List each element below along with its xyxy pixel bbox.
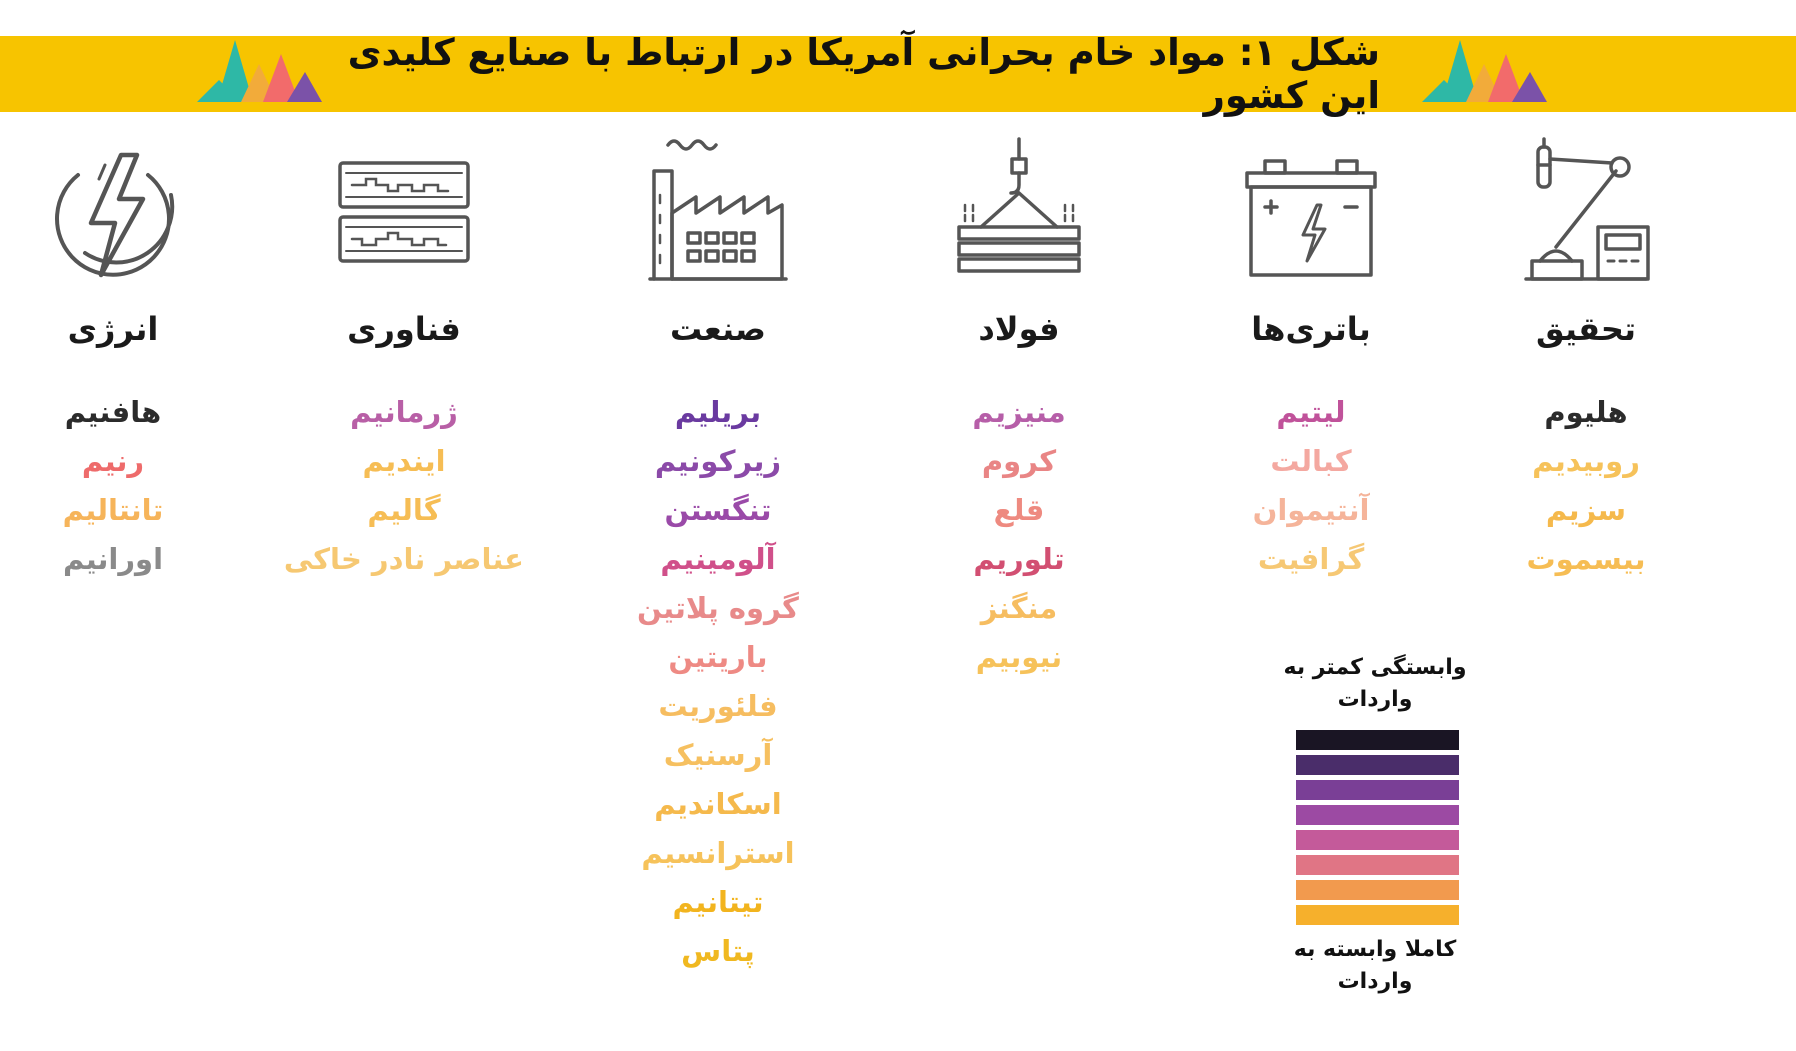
material-item: تانتالیم: [62, 493, 164, 527]
decorative-triangles-right-icon: [1422, 36, 1547, 102]
material-item: ژرمانیم: [350, 395, 458, 429]
material-item: زیرکونیم: [654, 444, 782, 478]
material-list: [899, 388, 1139, 682]
material-item: هلیوم: [1544, 395, 1628, 429]
column-heading: باتری‌ها: [1251, 310, 1371, 348]
column-heading: فناوری: [347, 310, 461, 348]
material-item: تنگستن: [664, 493, 772, 527]
legend-color-bar: [1296, 905, 1459, 925]
material-item: نیوبیم: [975, 640, 1063, 674]
legend-color-bar: [1296, 780, 1459, 800]
lab-robot-arm-icon: [1516, 135, 1656, 285]
material-item: کبالت: [1270, 444, 1352, 478]
material-item: گرافیت: [1257, 542, 1365, 576]
material-item: منگنز: [980, 591, 1058, 625]
material-item: کروم: [981, 444, 1057, 478]
material-item: آلومینیم: [660, 542, 776, 576]
material-item: پتاس: [681, 934, 755, 968]
legend-top-label: وابستگی کمتر به واردات: [1283, 655, 1467, 712]
legend-color-bar: [1296, 755, 1459, 775]
material-item: اورانیم: [62, 542, 164, 576]
material-item: لیتیم: [1276, 395, 1346, 429]
column-heading: فولاد: [978, 310, 1060, 348]
material-item: بیسموت: [1526, 542, 1646, 576]
material-item: استرانسیم: [641, 836, 795, 870]
material-item: سزیم: [1545, 493, 1627, 527]
material-item: فلئوریت: [658, 689, 778, 723]
factory-icon: [648, 135, 788, 285]
legend-color-bar: [1296, 730, 1459, 750]
material-item: قلع: [993, 493, 1045, 527]
column-heading: تحقیق: [1535, 310, 1636, 348]
material-item: عناصر نادر خاکی: [283, 542, 524, 576]
steel-beams-crane-icon: [949, 135, 1089, 285]
legend-color-bar: [1296, 830, 1459, 850]
legend-color-bar: [1296, 855, 1459, 875]
material-item: آرسنیک: [663, 738, 773, 772]
circuit-board-icon: [334, 135, 474, 285]
legend-bottom-label: کاملا وابسته به واردات: [1293, 937, 1457, 994]
energy-bolt-icon: [43, 135, 183, 285]
material-item: بریلیم: [674, 395, 762, 429]
decorative-triangles-left-icon: [197, 36, 322, 102]
material-item: منیزیم: [972, 395, 1066, 429]
material-list: [598, 388, 838, 976]
material-item: ایندیم: [362, 444, 446, 478]
legend-color-bar: [1296, 805, 1459, 825]
material-item: رنیم: [81, 444, 145, 478]
material-item: گروه پلاتین: [637, 591, 799, 625]
column-heading: انرژی: [67, 310, 159, 348]
material-list: [1191, 388, 1431, 584]
figure-title: شکل ۱: مواد خام بحرانی آمریکا در ارتباط با صنایع کلیدی این کشور: [347, 31, 1380, 117]
battery-icon: [1241, 135, 1381, 285]
column-heading: صنعت: [670, 310, 766, 348]
material-item: هافنیم: [64, 395, 162, 429]
material-item: تلوریم: [973, 542, 1065, 576]
legend-color-bar: [1296, 880, 1459, 900]
material-item: گالیم: [367, 493, 441, 527]
material-list: [0, 388, 233, 584]
material-item: اسکاندیم: [654, 787, 782, 821]
material-item: تیتانیم: [672, 885, 764, 919]
material-item: روبیدیم: [1532, 444, 1640, 478]
material-list: [284, 388, 524, 584]
material-list: [1466, 388, 1706, 584]
material-item: باریتین: [668, 640, 768, 674]
material-item: آنتیموان: [1252, 493, 1370, 527]
